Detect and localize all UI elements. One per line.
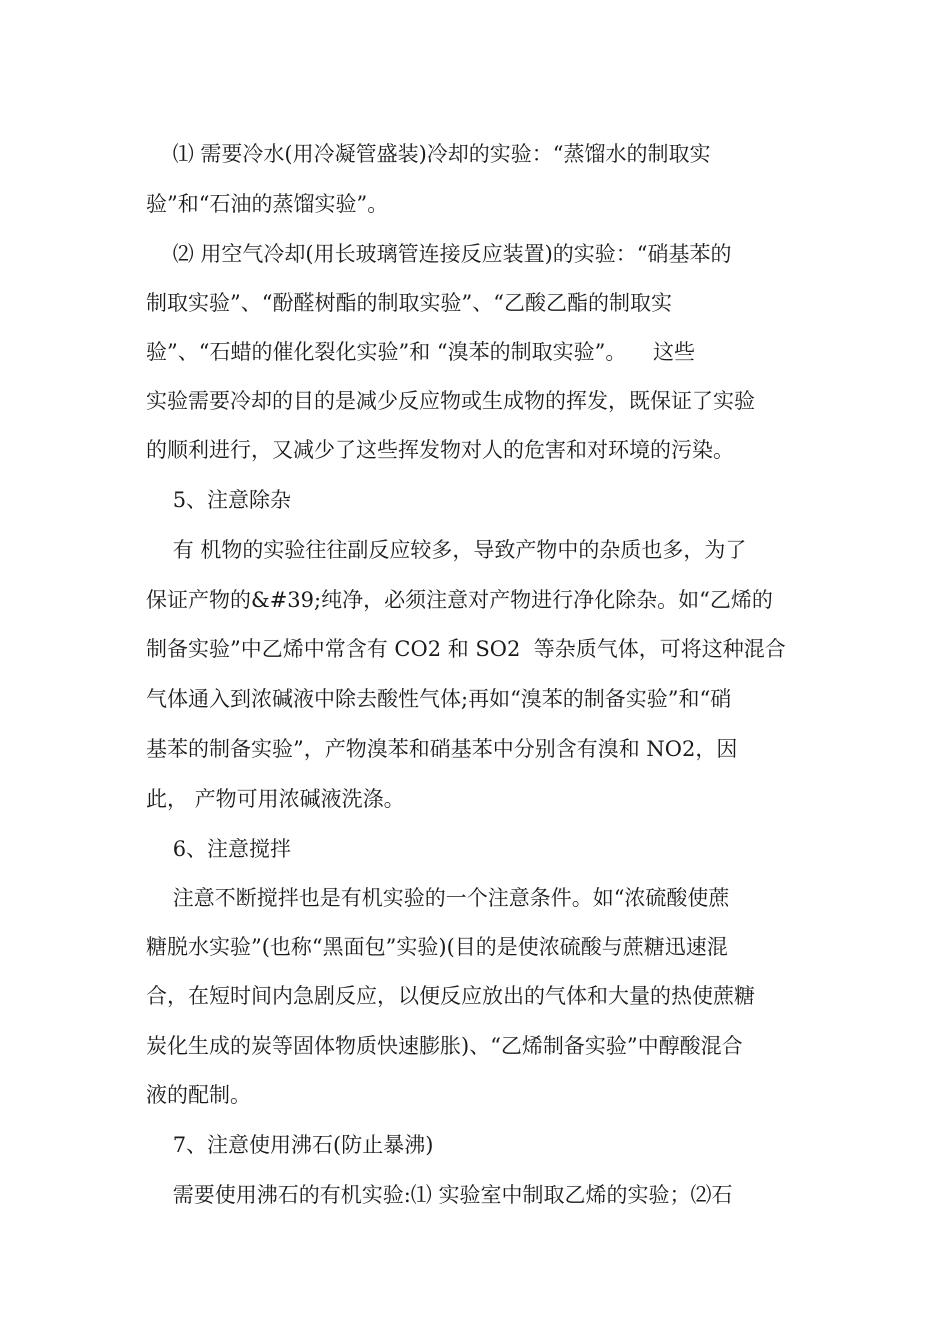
section-heading: 7、注意使用沸石(防止暴沸) [146, 1133, 434, 1157]
text-line: 需要使用沸石的有机实验:⑴ 实验室中制取乙烯的实验；⑵石 [146, 1183, 733, 1207]
text-line: 基苯的制备实验”，产物溴苯和硝基苯中分别含有溴和 NO2，因 [146, 737, 738, 761]
text-line: 有 机物的实验往往副反应较多，导致产物中的杂质也多，为了 [146, 538, 747, 562]
text-line: 注意不断搅拌也是有机实验的一个注意条件。如“浓硫酸使蔗 [146, 886, 730, 910]
text-line: 合，在短时间内急剧反应，以便反应放出的气体和大量的热使蔗糖 [146, 984, 755, 1008]
text-line: 糖脱水实验”(也称“黑面包”实验)(目的是使浓硫酸与蔗糖迅速混 [146, 935, 728, 959]
text-line: ⑴ 需要冷水(用冷凝管盛装)冷却的实验：“蒸馏水的制取实 [146, 142, 711, 166]
text-line: ⑵ 用空气冷却(用长玻璃管连接反应装置)的实验：“硝基苯的 [146, 242, 732, 266]
text-line: 制备实验”中乙烯中常含有 CO2 和 SO2 等杂质气体，可将这种混合 [146, 637, 786, 661]
text-line: 液的配制。 [146, 1083, 251, 1107]
text-line: 的顺利进行，又减少了这些挥发物对人的危害和对环境的污染。 [146, 438, 734, 462]
section-heading: 6、注意搅拌 [146, 837, 292, 861]
text-line: 气体通入到浓碱液中除去酸性气体;再如“溴苯的制备实验”和“硝 [146, 687, 732, 711]
text-line: 保证产物的&#39;纯净，必须注意对产物进行净化除杂。如“乙烯的 [146, 588, 773, 612]
text-line: 验”、“石蜡的催化裂化实验”和 “溴苯的制取实验”。 这些 [146, 340, 696, 364]
section-heading: 5、注意除杂 [146, 488, 292, 512]
text-line: 炭化生成的炭等固体物质快速膨胀)、“乙烯制备实验”中醇酸混合 [146, 1034, 743, 1058]
text-line: 此， 产物可用浓碱液洗涤。 [146, 787, 405, 811]
text-line: 验”和“石油的蒸馏实验”。 [146, 192, 389, 216]
text-line: 实验需要冷却的目的是减少反应物或生成物的挥发，既保证了实验 [146, 389, 755, 413]
text-line: 制取实验”、“酚醛树酯的制取实验”、“乙酸乙酯的制取实 [146, 291, 672, 315]
